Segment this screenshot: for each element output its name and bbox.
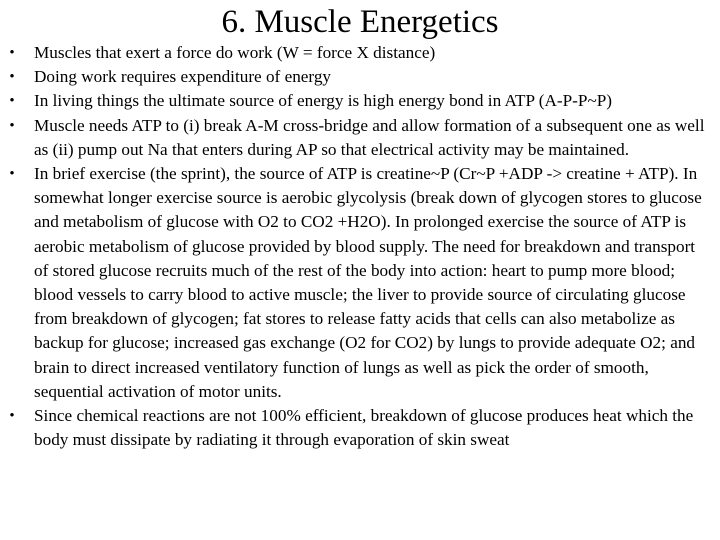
bullet-item [0, 89, 720, 113]
bullet-text: In living things the ultimate source of energy is high energy bond in ATP (A-P-P~P) [34, 91, 613, 111]
bullet-item [0, 114, 720, 162]
bullet-text: Muscle needs ATP to (i) break A-M cross-bridge and allow formation of a subsequent one as well as (ii) pump out Na that enters during AP so that electrical activity may be maintained. [34, 115, 705, 159]
bullet-icon: • [9, 166, 15, 183]
bullet-item [0, 41, 720, 65]
bullet-item [0, 65, 720, 89]
bullet-text: Since chemical reactions are not 100% efficient, breakdown of glucose produces heat which the body must dissipate by radiating it through evaporation of skin sweat [34, 406, 694, 450]
bullet-text: Doing work requires expenditure of energy [34, 67, 332, 87]
bullet-item [0, 162, 720, 404]
bullet-icon: • [9, 69, 15, 86]
slide-title: 6. Muscle Energetics [221, 4, 499, 40]
bullet-icon: • [9, 117, 15, 134]
bullet-icon: • [9, 45, 15, 61]
bullet-text: Muscles that exert a force do work (W = force X distance) [34, 43, 436, 62]
bullet-icon: • [9, 93, 15, 110]
bullet-list [0, 41, 720, 452]
bullet-icon: • [9, 408, 15, 425]
bullet-text: In brief exercise (the sprint), the source of ATP is creatine~P (Cr~P +ADP -> creatine + ATP). In somewhat longer exercise source is aerobic glycolysis (break down of glycogen stores to glucose and metabolism of glucose with O2 to CO2 +H2O). In prolonged exercise the source of ATP is aerobic metabolism of glucose provided by blood supply. The need for breakdown and transport of stored glucose recruits much of the rest of the body into action: heart to pump more blood; blood vessels to carry blood to active muscle; the liver to provide source of circulating glucose from breakdown of glycogen; fat stores to release fatty acids that cells can also metabolize as backup for glucose; increased gas exchange (O2 for CO2) by lungs to provide adequate O2; and brain to direct increased ventilatory function of lungs as well as pick the order of smooth, sequential activation of motor units. [34, 164, 702, 401]
bullet-item [0, 404, 720, 452]
